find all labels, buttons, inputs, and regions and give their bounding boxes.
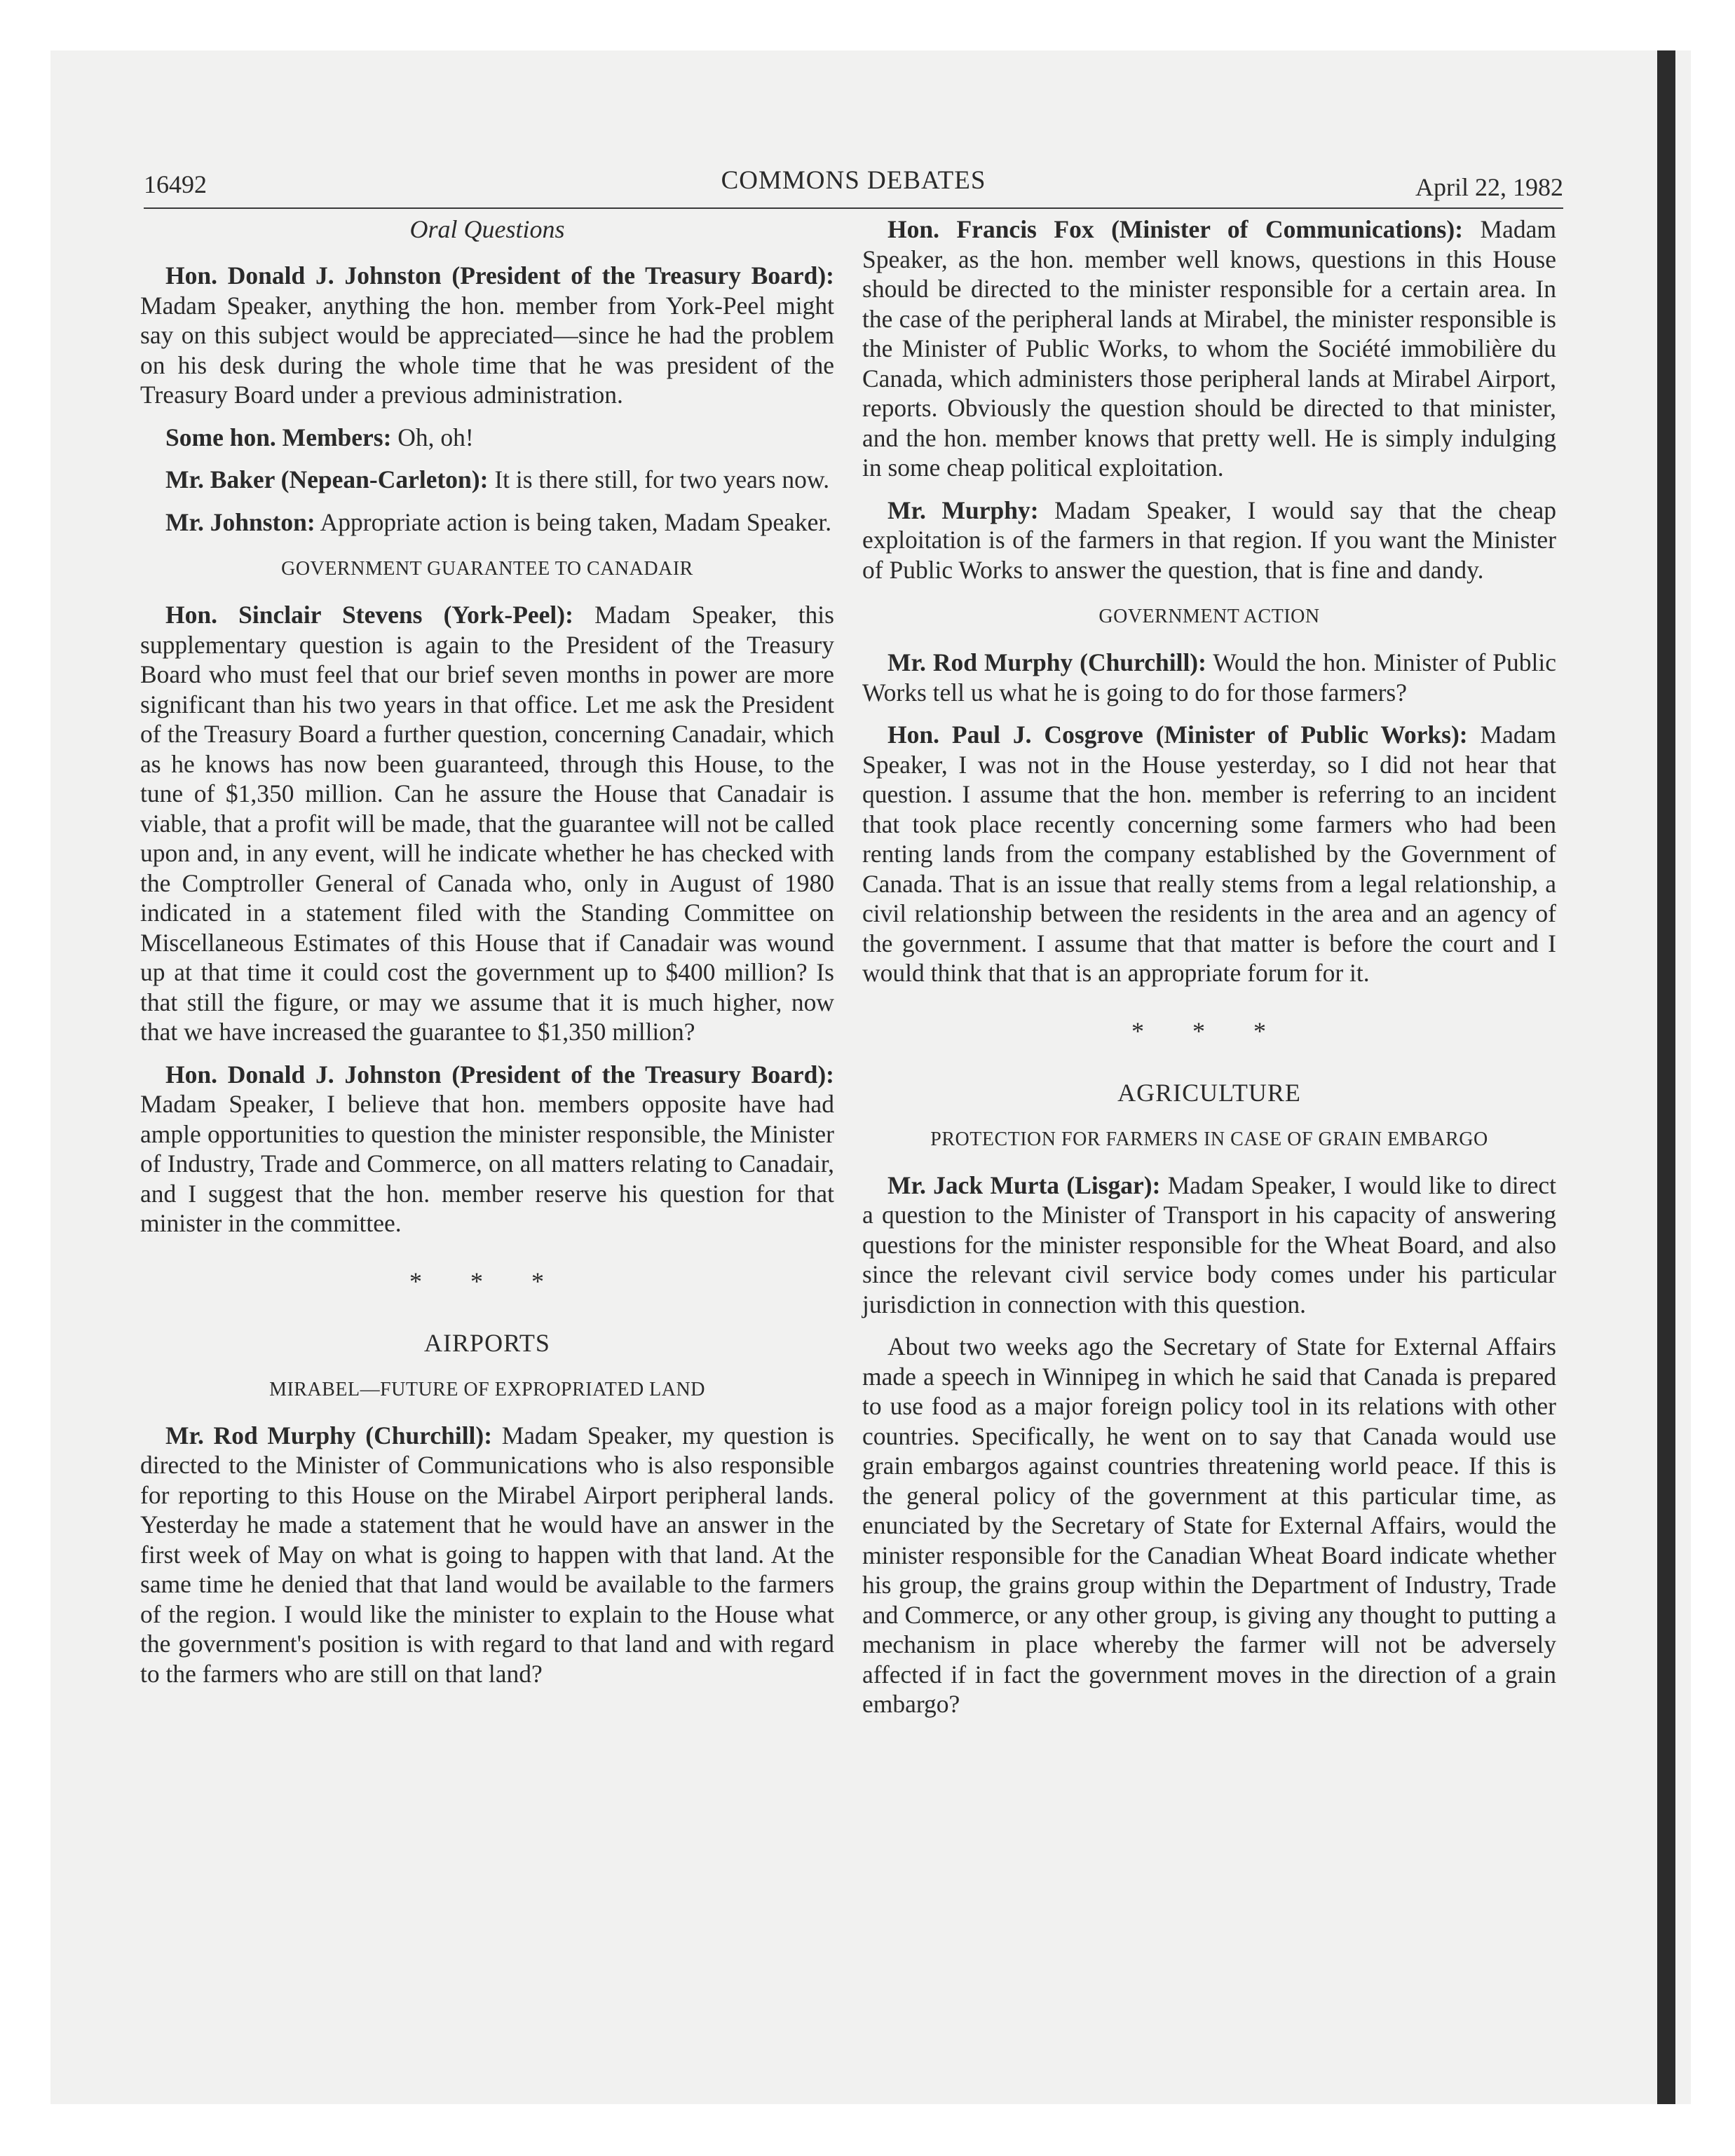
paragraph (140, 465, 834, 495)
paragraph (862, 648, 1556, 707)
paragraph (140, 507, 834, 538)
speech-text: Madam Speaker, I would say that the cheap exploitation is of the farmers in that region. If you want the Minister of Public Works to answer the question, that is fine and dandy. (862, 496, 1556, 584)
paragraph (140, 1421, 834, 1689)
speech-text: It is there still, for two years now. (488, 465, 830, 493)
speech-text: Madam Speaker, as the hon. member well knows, questions in this House should be directed to the minister responsible for a certain area. In the case of the peripheral lands at Mirabel, the minister responsible is the Minister of Public Works, to whom the Société immobilière du Canada, which administers those peripheral lands at Mirabel Airport, reports. Obviously the question should be directed to that minister, and the hon. member knows that pretty well. He is simply indulging in some cheap political exploitation. (862, 215, 1556, 482)
running-title: COMMONS DEBATES (721, 166, 986, 195)
section-label: Oral Questions (409, 215, 565, 243)
paragraph (140, 261, 834, 410)
speech-text: Madam Speaker, my question is directed to the Minister of Communications who is also responsible for reporting to this House on the Mirabel Airport peripheral lands. Yesterday he made a statement that he would have an answer in the first week of May on what is going to happen with that land. At the same time he denied that that land would be available to the farmers of the region. I would like the minister to explain to the House what the government's position is with regard to that land and with regard to the farmers who are still on that land? (140, 1421, 834, 1688)
speaker-name: Mr. Rod Murphy (Churchill): (165, 1421, 493, 1449)
speaker-name: Mr. Baker (Nepean-Carleton): (165, 465, 489, 493)
section-separator: * * * (1131, 1016, 1287, 1045)
speaker-name: Hon. Paul J. Cosgrove (Minister of Public Works): (887, 721, 1468, 749)
speaker-name: Some hon. Members: (165, 423, 392, 451)
paragraph (862, 496, 1556, 585)
speaker-name: Mr. Rod Murphy (Churchill): (887, 648, 1206, 676)
paragraph (140, 1060, 834, 1239)
section-heading: AIRPORTS (424, 1328, 550, 1357)
speaker-name: Mr. Johnston: (165, 507, 315, 536)
speaker-name: Hon. Donald J. Johnston (President of the Treasury Board): (165, 261, 834, 289)
paragraph: About two weeks ago the Secretary of State for External Affairs made a speech in Winnipeg in which he said that Canada is prepared to use food as a major foreign policy tool in its relations with other countries. Specifically, he went on to say that Canada would use grain embargos against countries threatening world peace. If this is the general policy of the government at this particular time, as enunciated by the Secretary of State for External Affairs, would the minister responsible for the Canadian Wheat Board indicate whether his group, the grains group within the Department of Industry, Trade and Commerce, or any other group, is giving any thought to putting a mechanism in place whereby the farmer will not be adversely affected if in fact the government moves in the direction of a grain embargo? (862, 1332, 1556, 1718)
speech-text: Madam Speaker, I would like to direct a question to the Minister of Transport in his capacity of answering questions for the minister responsible for the Wheat Board, and also since the relevant civil service body comes under his particular jurisdiction in connection with this question. (862, 1171, 1556, 1318)
section-separator: * * * (409, 1267, 565, 1295)
speaker-name: Hon. Sinclair Stevens (York-Peel): (165, 601, 573, 629)
speech-text: Would the hon. Minister of Public Works tell us what he is going to do for those farmers? (862, 648, 1556, 707)
paragraph (140, 423, 834, 453)
paragraph (862, 720, 1556, 988)
subheading: GOVERNMENT ACTION (1098, 606, 1320, 627)
speech-text: Madam Speaker, anything the hon. member from York-Peel might say on this subject would be appreciated—since he had the problem on his desk during the whole time that he was president of the Treasury Board under a previous administration. (140, 291, 834, 409)
right-column (862, 214, 1556, 1732)
paragraph (140, 600, 834, 1047)
subheading: GOVERNMENT GUARANTEE TO CANADAIR (281, 558, 693, 580)
speech-text: Oh, oh! (391, 423, 474, 451)
left-column (140, 214, 834, 1701)
subheading: MIRABEL—FUTURE OF EXPROPRIATED LAND (269, 1378, 705, 1400)
speaker-name: Hon. Donald J. Johnston (President of the Treasury Board): (165, 1060, 834, 1089)
speech-text: Madam Speaker, this supplementary question is again to the President of the Treasury Board who must feel that our brief seven months in power are more significant than his two years in that office. Let me ask the President of the Treasury Board a further question, concerning Canadair, which as he knows has now been guaranteed, through this House, to the tune of $1,350 million. Can he assure the House that Canadair is viable, that a profit will be made, that the guarantee will not be called upon and, in any event, will he indicate whether he has checked with the Comptroller General of Canada who, only in August of 1980 indicated in a statement filed with the Standing Committee on Miscellaneous Estimates of this House that if Canadair was wound up at that time it could cost the government up to $400 million? Is that still the figure, or may we assume that it is much higher, now that we have increased the guarantee to $1,350 million? (140, 601, 834, 1046)
speaker-name: Mr. Jack Murta (Lisgar): (887, 1171, 1161, 1199)
page-number: 16492 (144, 170, 207, 198)
section-heading: AGRICULTURE (1117, 1078, 1301, 1107)
header-date: April 22, 1982 (1415, 173, 1563, 201)
scan-edge-shadow (1657, 50, 1675, 2104)
speaker-name: Mr. Murphy: (887, 496, 1039, 524)
paragraph (862, 214, 1556, 483)
speech-text: Madam Speaker, I believe that hon. members opposite have had ample opportunities to question the minister responsible, the Minister of Industry, Trade and Commerce, on all matters relating to Canadair, and I suggest that the hon. member reserve his question for that minister in the committee. (140, 1090, 834, 1237)
page-header (144, 164, 1563, 209)
paragraph (862, 1171, 1556, 1320)
subheading: PROTECTION FOR FARMERS IN CASE OF GRAIN EMBARGO (930, 1128, 1488, 1150)
speech-text: Appropriate action is being taken, Madam Speaker. (315, 507, 832, 536)
speaker-name: Hon. Francis Fox (Minister of Communications): (887, 215, 1464, 243)
speech-text: Madam Speaker, I was not in the House yesterday, so I did not hear that question. I assume that the hon. member is referring to an incident that took place recently concerning some farmers who had been renting lands from the company established by the Government of Canada. That is an issue that really stems from a legal relationship, a civil relationship between the residents in the area and an agency of the government. I assume that that matter is before the court and I would think that that is an appropriate forum for it. (862, 721, 1556, 987)
